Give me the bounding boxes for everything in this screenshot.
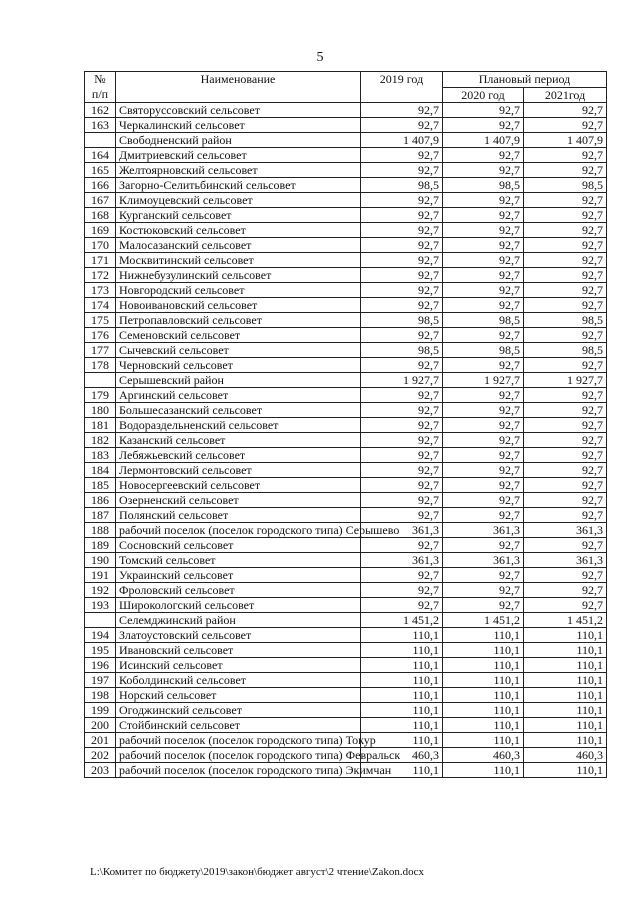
- value-2020: 460,3: [443, 748, 524, 763]
- table-row: [85, 643, 607, 658]
- value-2021: 361,3: [524, 553, 607, 568]
- value-2021: 361,3: [524, 523, 607, 538]
- value-2019: 92,7: [361, 103, 443, 118]
- value-2019: 110,1: [361, 643, 443, 658]
- row-number: 181: [85, 418, 116, 433]
- row-name: Новосергеевский сельсовет: [116, 478, 361, 493]
- value-2020: 1 451,2: [443, 613, 524, 628]
- header-row: [85, 72, 607, 88]
- row-name: Лермонтовский сельсовет: [116, 463, 361, 478]
- value-2020: 110,1: [443, 733, 524, 748]
- value-2020: 92,7: [443, 163, 524, 178]
- value-2021: 92,7: [524, 448, 607, 463]
- row-number: 186: [85, 493, 116, 508]
- table-row: [85, 598, 607, 613]
- table-row: [85, 703, 607, 718]
- header-2019: 2019 год: [361, 72, 443, 103]
- table-row: [85, 148, 607, 163]
- table-row: [85, 658, 607, 673]
- value-2021: 92,7: [524, 298, 607, 313]
- value-2020: 110,1: [443, 718, 524, 733]
- row-name: Украинский сельсовет: [116, 568, 361, 583]
- value-2020: 1 927,7: [443, 373, 524, 388]
- value-2021: 92,7: [524, 433, 607, 448]
- value-2021: 92,7: [524, 493, 607, 508]
- value-2021: 110,1: [524, 703, 607, 718]
- budget-table: [84, 71, 607, 778]
- value-2021: 92,7: [524, 238, 607, 253]
- row-name: Фроловский сельсовет: [116, 583, 361, 598]
- row-number: 175: [85, 313, 116, 328]
- value-2020: 92,7: [443, 388, 524, 403]
- table-row: [85, 628, 607, 643]
- value-2019: 92,7: [361, 538, 443, 553]
- table-row: [85, 448, 607, 463]
- row-name: Томский сельсовет: [116, 553, 361, 568]
- row-number: 173: [85, 283, 116, 298]
- row-name: Сосновский сельсовет: [116, 538, 361, 553]
- row-name: Малосазанский сельсовет: [116, 238, 361, 253]
- row-name: Аргинский сельсовет: [116, 388, 361, 403]
- value-2019: 92,7: [361, 163, 443, 178]
- value-2019: 110,1: [361, 688, 443, 703]
- row-name: Стойбинский сельсовет: [116, 718, 361, 733]
- row-number: 167: [85, 193, 116, 208]
- row-name: Новгородский сельсовет: [116, 283, 361, 298]
- value-2021: 110,1: [524, 733, 607, 748]
- value-2019: 92,7: [361, 328, 443, 343]
- value-2020: 92,7: [443, 193, 524, 208]
- header-number: [85, 72, 116, 103]
- value-2020: 92,7: [443, 148, 524, 163]
- value-2020: 92,7: [443, 118, 524, 133]
- row-name: Нижнебузулинский сельсовет: [116, 268, 361, 283]
- table-row: [85, 238, 607, 253]
- row-number: 183: [85, 448, 116, 463]
- table-row: [85, 118, 607, 133]
- value-2020: 92,7: [443, 253, 524, 268]
- row-name: Огоджинский сельсовет: [116, 703, 361, 718]
- row-number: 191: [85, 568, 116, 583]
- row-name: Озерненский сельсовет: [116, 493, 361, 508]
- value-2020: 92,7: [443, 328, 524, 343]
- table-row: [85, 208, 607, 223]
- row-number: 163: [85, 118, 116, 133]
- value-2019: 92,7: [361, 358, 443, 373]
- value-2020: 110,1: [443, 703, 524, 718]
- table-row: [85, 673, 607, 688]
- value-2019: 92,7: [361, 238, 443, 253]
- value-2019: 92,7: [361, 118, 443, 133]
- value-2021: 110,1: [524, 763, 607, 778]
- row-name: Казанский сельсовет: [116, 433, 361, 448]
- row-name: Черкалинский сельсовет: [116, 118, 361, 133]
- row-number: 201: [85, 733, 116, 748]
- value-2019: 110,1: [361, 718, 443, 733]
- value-2021: 110,1: [524, 658, 607, 673]
- row-name: Климоуцевский сельсовет: [116, 193, 361, 208]
- row-number: 169: [85, 223, 116, 238]
- row-name: Широкологский сельсовет: [116, 598, 361, 613]
- value-2020: 92,7: [443, 283, 524, 298]
- row-name: Костюковский сельсовет: [116, 223, 361, 238]
- table-row: [85, 418, 607, 433]
- row-number: 195: [85, 643, 116, 658]
- value-2021: 110,1: [524, 718, 607, 733]
- row-name: Дмитриевский сельсовет: [116, 148, 361, 163]
- value-2020: 110,1: [443, 688, 524, 703]
- row-name: Петропавловский сельсовет: [116, 313, 361, 328]
- value-2020: 92,7: [443, 418, 524, 433]
- value-2020: 110,1: [443, 658, 524, 673]
- table-row: [85, 433, 607, 448]
- value-2019: 92,7: [361, 148, 443, 163]
- value-2020: 361,3: [443, 523, 524, 538]
- value-2020: 92,7: [443, 238, 524, 253]
- value-2020: 110,1: [443, 763, 524, 778]
- value-2021: 92,7: [524, 568, 607, 583]
- row-name: рабочий поселок (поселок городского типа) Токур: [116, 733, 361, 748]
- value-2021: 92,7: [524, 598, 607, 613]
- row-number: [85, 613, 116, 628]
- row-number: 196: [85, 658, 116, 673]
- row-name: Семеновский сельсовет: [116, 328, 361, 343]
- value-2019: 92,7: [361, 298, 443, 313]
- row-number: 172: [85, 268, 116, 283]
- value-2019: 98,5: [361, 178, 443, 193]
- table-row: [85, 733, 607, 748]
- table-row: [85, 178, 607, 193]
- value-2019: 92,7: [361, 388, 443, 403]
- value-2021: 92,7: [524, 148, 607, 163]
- row-number: 182: [85, 433, 116, 448]
- row-number: 170: [85, 238, 116, 253]
- table-row: [85, 388, 607, 403]
- table-row: [85, 583, 607, 598]
- row-number: 187: [85, 508, 116, 523]
- table-row: [85, 748, 607, 763]
- value-2021: 92,7: [524, 163, 607, 178]
- row-name: Норский сельсовет: [116, 688, 361, 703]
- value-2021: 1 927,7: [524, 373, 607, 388]
- row-name: Исинский сельсовет: [116, 658, 361, 673]
- table-row: [85, 253, 607, 268]
- value-2020: 92,7: [443, 268, 524, 283]
- row-number: 177: [85, 343, 116, 358]
- row-number: 197: [85, 673, 116, 688]
- value-2021: 92,7: [524, 253, 607, 268]
- row-name: Коболдинский сельсовет: [116, 673, 361, 688]
- value-2020: 92,7: [443, 493, 524, 508]
- value-2020: 92,7: [443, 103, 524, 118]
- row-name: Серышевский район: [116, 373, 361, 388]
- header-number-line2: п/п: [91, 87, 109, 101]
- row-number: 200: [85, 718, 116, 733]
- row-number: [85, 133, 116, 148]
- value-2019: 110,1: [361, 628, 443, 643]
- value-2020: 92,7: [443, 598, 524, 613]
- row-name: Лебяжьевский сельсовет: [116, 448, 361, 463]
- value-2019: 92,7: [361, 193, 443, 208]
- value-2020: 110,1: [443, 628, 524, 643]
- value-2021: 92,7: [524, 283, 607, 298]
- value-2019: 1 407,9: [361, 133, 443, 148]
- row-name: Селемджинский район: [116, 613, 361, 628]
- table-row: [85, 103, 607, 118]
- value-2020: 361,3: [443, 553, 524, 568]
- value-2020: 92,7: [443, 463, 524, 478]
- row-number: 198: [85, 688, 116, 703]
- value-2019: 110,1: [361, 658, 443, 673]
- row-number: 162: [85, 103, 116, 118]
- value-2020: 92,7: [443, 478, 524, 493]
- value-2021: 92,7: [524, 478, 607, 493]
- value-2021: 98,5: [524, 343, 607, 358]
- value-2020: 1 407,9: [443, 133, 524, 148]
- table-row: [85, 718, 607, 733]
- table-row: [85, 298, 607, 313]
- row-number: 199: [85, 703, 116, 718]
- value-2021: 98,5: [524, 178, 607, 193]
- row-number: 203: [85, 763, 116, 778]
- table-row: [85, 478, 607, 493]
- value-2019: 361,3: [361, 553, 443, 568]
- value-2019: 110,1: [361, 673, 443, 688]
- value-2020: 92,7: [443, 208, 524, 223]
- row-number: 171: [85, 253, 116, 268]
- value-2021: 92,7: [524, 403, 607, 418]
- value-2019: 92,7: [361, 568, 443, 583]
- table-row: [85, 508, 607, 523]
- table-row: [85, 163, 607, 178]
- value-2020: 98,5: [443, 343, 524, 358]
- value-2020: 92,7: [443, 403, 524, 418]
- value-2021: 110,1: [524, 673, 607, 688]
- table-row: [85, 538, 607, 553]
- row-number: 185: [85, 478, 116, 493]
- row-number: 193: [85, 598, 116, 613]
- row-number: 176: [85, 328, 116, 343]
- value-2021: 92,7: [524, 463, 607, 478]
- row-number: 192: [85, 583, 116, 598]
- value-2019: 110,1: [361, 703, 443, 718]
- value-2021: 1 451,2: [524, 613, 607, 628]
- value-2019: 92,7: [361, 418, 443, 433]
- value-2020: 110,1: [443, 643, 524, 658]
- row-number: 188: [85, 523, 116, 538]
- value-2019: 92,7: [361, 253, 443, 268]
- table-row: [85, 223, 607, 238]
- row-name: Курганский сельсовет: [116, 208, 361, 223]
- value-2020: 92,7: [443, 508, 524, 523]
- row-name: Водораздельненский сельсовет: [116, 418, 361, 433]
- row-number: 180: [85, 403, 116, 418]
- district-row: [85, 613, 607, 628]
- value-2021: 92,7: [524, 583, 607, 598]
- value-2019: 110,1: [361, 733, 443, 748]
- table-row: [85, 523, 607, 538]
- row-name: Большесазанский сельсовет: [116, 403, 361, 418]
- table-row: [85, 553, 607, 568]
- row-name: рабочий поселок (поселок городского типа) Экимчан: [116, 763, 361, 778]
- value-2019: 92,7: [361, 433, 443, 448]
- table-row: [85, 568, 607, 583]
- table-row: [85, 343, 607, 358]
- row-number: 179: [85, 388, 116, 403]
- table-row: [85, 463, 607, 478]
- value-2021: 92,7: [524, 538, 607, 553]
- row-number: 166: [85, 178, 116, 193]
- value-2019: 110,1: [361, 763, 443, 778]
- value-2021: 92,7: [524, 208, 607, 223]
- footer-file-path: L:\Комитет по бюджету\2019\закон\бюджет август\2 чтение\Zakon.docx: [90, 866, 425, 878]
- row-name: Загорно-Селитьбинский сельсовет: [116, 178, 361, 193]
- header-planned-period: Плановый период: [443, 72, 607, 88]
- value-2019: 92,7: [361, 268, 443, 283]
- row-number: 194: [85, 628, 116, 643]
- value-2019: 92,7: [361, 493, 443, 508]
- header-2020: 2020 год: [443, 87, 524, 103]
- value-2021: 1 407,9: [524, 133, 607, 148]
- value-2021: 460,3: [524, 748, 607, 763]
- table-row: [85, 493, 607, 508]
- table-body: [85, 103, 607, 778]
- row-name: Москвитинский сельсовет: [116, 253, 361, 268]
- row-name: рабочий поселок (поселок городского типа) Серышево: [116, 523, 361, 538]
- row-number: 202: [85, 748, 116, 763]
- row-name: Златоустовский сельсовет: [116, 628, 361, 643]
- value-2021: 92,7: [524, 328, 607, 343]
- value-2020: 98,5: [443, 313, 524, 328]
- row-number: 184: [85, 463, 116, 478]
- row-number: 189: [85, 538, 116, 553]
- row-name: Черновский сельсовет: [116, 358, 361, 373]
- value-2021: 92,7: [524, 418, 607, 433]
- value-2019: 1 451,2: [361, 613, 443, 628]
- value-2020: 92,7: [443, 568, 524, 583]
- table-row: [85, 328, 607, 343]
- value-2021: 110,1: [524, 628, 607, 643]
- row-number: 190: [85, 553, 116, 568]
- value-2019: 92,7: [361, 478, 443, 493]
- header-name: Наименование: [116, 72, 361, 103]
- row-name: Святоруссовский сельсовет: [116, 103, 361, 118]
- table-row: [85, 688, 607, 703]
- row-name: Новоивановский сельсовет: [116, 298, 361, 313]
- value-2021: 92,7: [524, 268, 607, 283]
- table-row: [85, 763, 607, 778]
- row-number: 168: [85, 208, 116, 223]
- value-2019: 1 927,7: [361, 373, 443, 388]
- value-2019: 92,7: [361, 508, 443, 523]
- row-name: Ивановский сельсовет: [116, 643, 361, 658]
- value-2021: 92,7: [524, 193, 607, 208]
- value-2020: 92,7: [443, 223, 524, 238]
- value-2021: 92,7: [524, 118, 607, 133]
- row-name: Сычевский сельсовет: [116, 343, 361, 358]
- value-2019: 92,7: [361, 283, 443, 298]
- value-2020: 92,7: [443, 538, 524, 553]
- district-row: [85, 133, 607, 148]
- row-name: рабочий поселок (поселок городского типа) Февральск: [116, 748, 361, 763]
- value-2021: 110,1: [524, 688, 607, 703]
- value-2021: 92,7: [524, 508, 607, 523]
- value-2019: 92,7: [361, 463, 443, 478]
- table-row: [85, 403, 607, 418]
- value-2020: 92,7: [443, 433, 524, 448]
- header-2021: 2021год: [524, 87, 607, 103]
- table-row: [85, 358, 607, 373]
- value-2021: 98,5: [524, 313, 607, 328]
- district-row: [85, 373, 607, 388]
- table-row: [85, 313, 607, 328]
- value-2021: 92,7: [524, 103, 607, 118]
- value-2019: 92,7: [361, 598, 443, 613]
- value-2019: 460,3: [361, 748, 443, 763]
- value-2020: 92,7: [443, 448, 524, 463]
- row-name: Полянский сельсовет: [116, 508, 361, 523]
- row-number: 165: [85, 163, 116, 178]
- value-2021: 92,7: [524, 358, 607, 373]
- page-number: 5: [316, 50, 324, 65]
- value-2019: 92,7: [361, 208, 443, 223]
- table-row: [85, 268, 607, 283]
- row-number: 178: [85, 358, 116, 373]
- row-name: Желтоярновский сельсовет: [116, 163, 361, 178]
- row-number: [85, 373, 116, 388]
- header-number-line1: №: [94, 72, 106, 86]
- value-2020: 110,1: [443, 673, 524, 688]
- value-2019: 361,3: [361, 523, 443, 538]
- value-2019: 92,7: [361, 403, 443, 418]
- table-row: [85, 283, 607, 298]
- value-2020: 92,7: [443, 358, 524, 373]
- value-2019: 92,7: [361, 583, 443, 598]
- value-2020: 98,5: [443, 178, 524, 193]
- value-2021: 92,7: [524, 223, 607, 238]
- value-2020: 92,7: [443, 583, 524, 598]
- value-2021: 110,1: [524, 643, 607, 658]
- value-2019: 92,7: [361, 223, 443, 238]
- row-name: Свободненский район: [116, 133, 361, 148]
- value-2019: 98,5: [361, 313, 443, 328]
- value-2020: 92,7: [443, 298, 524, 313]
- value-2019: 92,7: [361, 448, 443, 463]
- value-2019: 98,5: [361, 343, 443, 358]
- table-row: [85, 193, 607, 208]
- value-2021: 92,7: [524, 388, 607, 403]
- row-number: 164: [85, 148, 116, 163]
- row-number: 174: [85, 298, 116, 313]
